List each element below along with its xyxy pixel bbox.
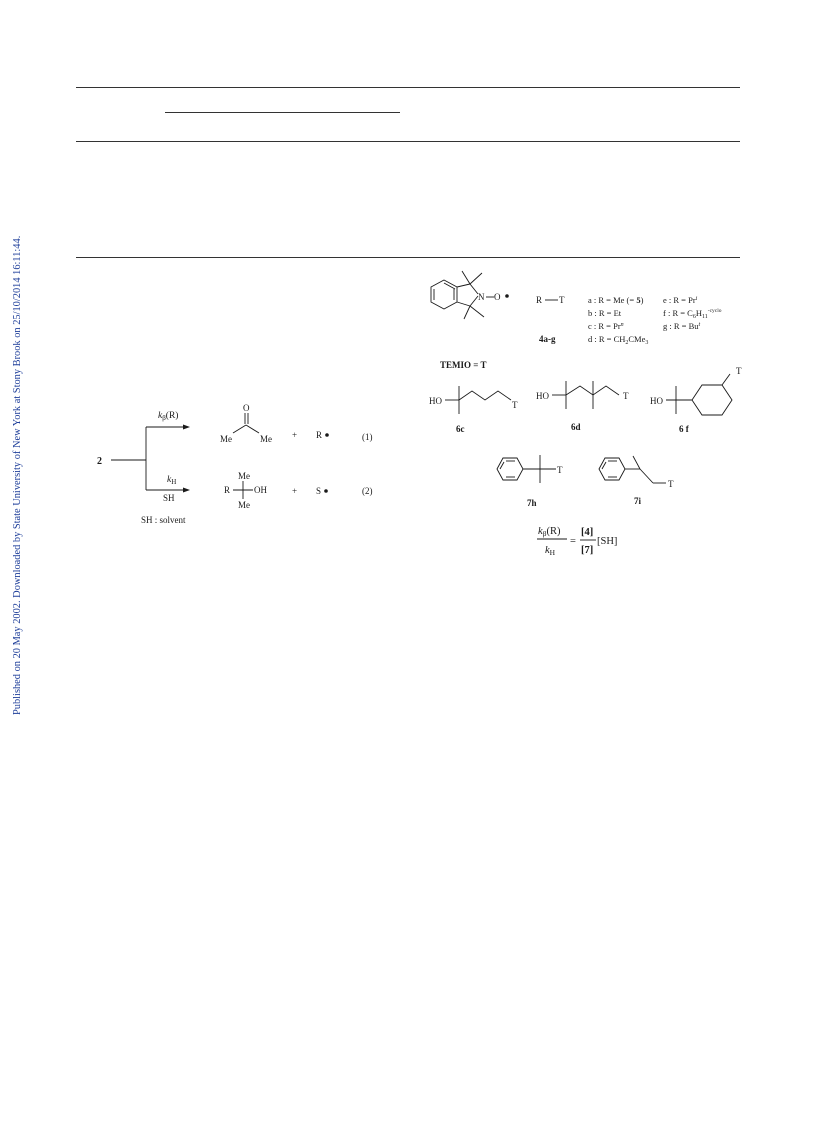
compound-4ag-label: 4a-g bbox=[539, 334, 556, 344]
structure-6c bbox=[445, 386, 511, 414]
structure-7h bbox=[497, 455, 556, 483]
rt-r: R bbox=[536, 295, 543, 305]
substituent-e: e : $R = Pr^i$ bbox=[663, 295, 698, 305]
c7h-t: T bbox=[557, 465, 563, 475]
plus-sign-2: + bbox=[292, 486, 298, 496]
solvent-note: SH : solvent bbox=[141, 515, 186, 525]
svg-text:kH: kH bbox=[545, 545, 556, 557]
svg-text:[SH]: [SH] bbox=[597, 536, 618, 547]
substituent-a: a : R = Me (= 5) bbox=[588, 295, 644, 305]
equation-1-number: (1) bbox=[362, 432, 373, 442]
compound-6f-label: 6 f bbox=[679, 424, 689, 434]
s-radical: S bbox=[316, 486, 322, 496]
rate-ratio-equation bbox=[537, 526, 617, 557]
substituent-c: c : $R = Pr^n$ bbox=[588, 321, 624, 331]
alcohol-oh: OH bbox=[254, 485, 267, 495]
c6c-t: T bbox=[512, 400, 518, 410]
plus-sign-1: + bbox=[292, 430, 298, 440]
c6d-t: T bbox=[623, 391, 629, 401]
compound-6c-label: 6c bbox=[456, 424, 465, 434]
c6c-ho: HO bbox=[429, 396, 442, 406]
structure-6d bbox=[552, 381, 619, 409]
structure-7i bbox=[599, 456, 666, 483]
svg-text:=: = bbox=[570, 536, 576, 547]
acetone-me-left: Me bbox=[220, 434, 232, 444]
substituent-f: f : $R = C_6H_{11}^{-cyclo}$ bbox=[663, 308, 722, 320]
r-radical: R bbox=[316, 430, 323, 440]
compound-7h-label: 7h bbox=[527, 498, 537, 508]
c6f-t: T bbox=[736, 366, 742, 376]
sh-label: SH bbox=[163, 493, 175, 503]
substituent-g: g : $R = Bu^t$ bbox=[663, 321, 701, 331]
structure-6f bbox=[666, 374, 732, 415]
temio-structure bbox=[431, 271, 494, 319]
svg-text:kβ(R): kβ(R) bbox=[538, 526, 561, 538]
temio-definition: TEMIO = T bbox=[440, 360, 487, 370]
alcohol-r: R bbox=[224, 485, 231, 495]
compound-7i-label: 7i bbox=[634, 496, 642, 506]
rt-t: T bbox=[559, 295, 565, 305]
alcohol-me-bottom: Me bbox=[238, 500, 250, 510]
c6d-ho: HO bbox=[536, 391, 549, 401]
citation-text[interactable]: Published on 20 May 2002. Downloaded by State University of New York at Stony Brook on 25/10/2014 16:11:44. bbox=[12, 235, 23, 715]
substituent-b: b : R = Et bbox=[588, 308, 622, 318]
temio-nitrogen: N bbox=[478, 292, 485, 302]
temio-oxygen: O bbox=[494, 292, 501, 302]
compound-2-label: 2 bbox=[97, 456, 102, 467]
c6f-ho: HO bbox=[650, 396, 663, 406]
acetone-oxygen: O bbox=[243, 403, 250, 413]
temio-radical-dot bbox=[505, 294, 509, 298]
svg-text:[4]: [4] bbox=[581, 527, 594, 538]
kh-rate-label: $k_H$ bbox=[167, 475, 177, 486]
kbeta-rate-label: $k_\beta(R)$ bbox=[158, 411, 179, 422]
substituent-d: d : $R = CH_2CMe_3$ bbox=[588, 334, 649, 346]
svg-text:[7]: [7] bbox=[581, 545, 594, 556]
acetone-me-right: Me bbox=[260, 434, 272, 444]
compound-6d-label: 6d bbox=[571, 422, 581, 432]
equation-2-number: (2) bbox=[362, 486, 373, 496]
c7i-t: T bbox=[668, 479, 674, 489]
alcohol-me-top: Me bbox=[238, 471, 250, 481]
